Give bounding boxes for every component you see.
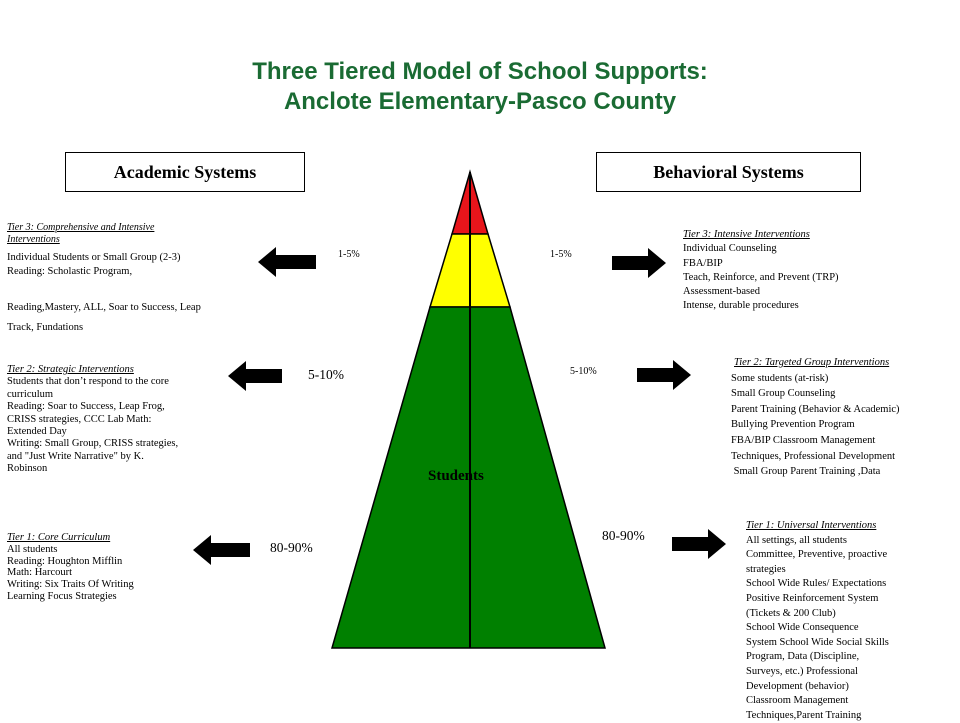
behavioral-tier-1-line: Development (behavior) <box>746 680 849 692</box>
pyramid-label-students: Students <box>428 468 484 484</box>
behavioral-tier-1-line: All settings, all students <box>746 534 847 546</box>
academic-tier-2-line: Students that don’t respond to the core <box>7 376 169 388</box>
behavioral-tier-1-line: System School Wide Social Skills <box>746 636 889 648</box>
academic-tier-3-line: Track, Fundations <box>7 322 84 333</box>
behavioral-tier-3-line: Individual Counseling <box>683 243 777 255</box>
behavioral-tier-3-line: FBA/BIP <box>683 257 723 269</box>
academic-tier-3-heading: Tier 3: Comprehensive and Intensive <box>7 222 155 233</box>
academic-tier-1-pct: 80-90% <box>270 540 313 555</box>
behavioral-tier-3-block <box>683 228 839 314</box>
academic-tier-1-line: Math: Harcourt <box>7 567 73 579</box>
academic-tier-1-heading: Tier 1: Core Curriculum <box>7 532 111 543</box>
behavioral-tier-3-line: Intense, durable procedures <box>683 300 799 312</box>
academic-tier-3-pct: 1-5% <box>338 249 360 260</box>
academic-tier-3-line: Individual Students or Small Group (2-3) <box>7 252 181 263</box>
behavioral-tier-3-line: Assessment-based <box>683 286 760 298</box>
behavioral-tier-1-line: School Wide Rules/ Expectations <box>746 578 887 590</box>
academic-tier-2-block <box>7 364 178 476</box>
academic-tier-3-lines <box>7 251 181 279</box>
behavioral-tier-3-heading: Tier 3: Intensive Interventions <box>683 229 810 240</box>
academic-tier-2-heading: Tier 2: Strategic Interventions <box>7 364 134 375</box>
behavioral-tier-1-line: Program, Data (Discipline, <box>746 651 860 663</box>
behavioral-tier-1-line: strategies <box>746 563 786 575</box>
behavioral-tier-1-line: Classroom Management <box>746 695 849 707</box>
behavioral-tier-1-line: Committee, Preventive, proactive <box>746 549 888 561</box>
behavioral-tier-2-line: Some students (at-risk) <box>731 372 829 384</box>
behavioral-tier-2-block <box>731 355 900 480</box>
title-line-2: Anclote Elementary-Pasco County <box>283 88 677 115</box>
arrow-left-tier-1 <box>193 535 250 565</box>
academic-tier-1-line: Reading: Houghton Mifflin <box>7 555 123 567</box>
academic-tier-2-line: CRISS strategies, CCC Lab Math: <box>7 413 152 425</box>
behavioral-tier-3-line: Teach, Reinforce, and Prevent (TRP) <box>683 271 839 283</box>
academic-tier-1-line: All students <box>7 543 58 555</box>
academic-tier-3-line: Reading,Mastery, ALL, Soar to Success, Leap <box>7 302 201 313</box>
arrow-right-tier-1 <box>672 529 726 559</box>
academic-tier-2-line: Robinson <box>7 463 48 475</box>
behavioral-tier-2-line: Bullying Prevention Program <box>731 419 855 431</box>
behavioral-tier-2-line: Small Group Parent Training ,Data <box>731 466 881 478</box>
behavioral-tier-2-line: FBA/BIP Classroom Management <box>731 434 876 446</box>
behavioral-tier-1-heading: Tier 1: Universal Interventions <box>746 520 877 531</box>
behavioral-tier-1-line: (Tickets & 200 Club) <box>746 607 836 619</box>
academic-tier-2-line: Writing: Small Group, CRISS strategies, <box>7 438 179 450</box>
academic-tier-2-pct: 5-10% <box>308 367 344 382</box>
behavioral-tier-1-line: Surveys, etc.) Professional <box>746 665 858 677</box>
behavioral-tier-1-block <box>746 519 889 723</box>
behavioral-tier-1-line: School Wide Consequence <box>746 622 859 634</box>
behavioral-tier-1-line: Techniques,Parent Training <box>746 709 862 721</box>
academic-tier-1-line: Writing: Six Traits Of Writing <box>7 579 134 591</box>
academic-tier-2-line: Reading: Soar to Success, Leap Frog, <box>7 401 165 413</box>
academic-tier-3-block <box>7 222 154 245</box>
behavioral-tier-1-line: Positive Reinforcement System <box>746 592 879 604</box>
arrow-right-tier-3 <box>612 248 666 278</box>
academic-systems-header: Academic Systems <box>65 152 305 192</box>
academic-tier-1-line: Learning Focus Strategies <box>7 590 117 602</box>
academic-tier-3-heading-cont: Interventions <box>7 233 60 245</box>
title-line-1: Three Tiered Model of School Supports: <box>252 58 708 85</box>
academic-tier-2-line: and "Just Write Narrative" by K. <box>7 450 144 462</box>
academic-tier-2-line: curriculum <box>7 388 54 400</box>
behavioral-systems-header: Behavioral Systems <box>596 152 861 192</box>
academic-tier-3-lines-cont <box>7 298 201 338</box>
behavioral-tier-2-pct: 5-10% <box>570 366 597 377</box>
behavioral-tier-2-heading: Tier 2: Targeted Group Interventions <box>734 357 890 368</box>
arrow-left-tier-3 <box>258 247 316 277</box>
behavioral-tier-2-line: Parent Training (Behavior & Academic) <box>731 403 900 415</box>
academic-tier-1-block <box>7 532 134 603</box>
arrow-right-tier-2 <box>637 360 691 390</box>
behavioral-tier-2-line: Techniques, Professional Development <box>731 450 896 462</box>
behavioral-tier-2-line: Small Group Counseling <box>731 388 836 400</box>
academic-tier-2-line: Extended Day <box>7 426 67 438</box>
academic-tier-3-line: Reading: Scholastic Program, <box>7 266 133 277</box>
behavioral-tier-1-pct: 80-90% <box>602 528 645 543</box>
behavioral-tier-3-pct: 1-5% <box>550 249 572 260</box>
arrow-left-tier-2 <box>228 361 282 391</box>
